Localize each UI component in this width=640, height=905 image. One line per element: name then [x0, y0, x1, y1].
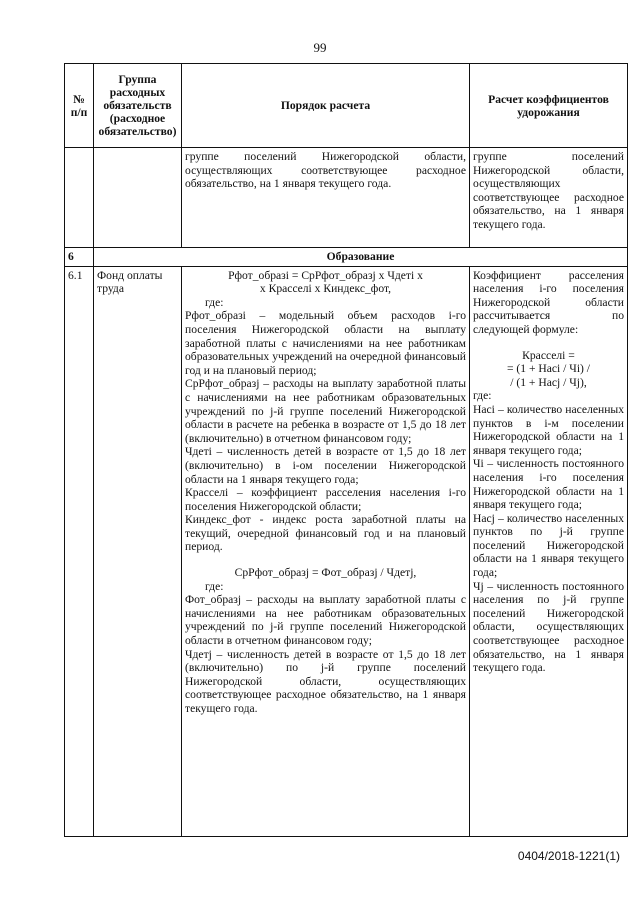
- header-coef: Расчет коэффициентов удорожания: [470, 64, 628, 148]
- row-group: Фонд оплаты труда: [94, 266, 182, 836]
- coef-definition: Насj – количество населенных пунктов по j-й группе поселений Нижегородской области на 1 января текущего года;: [473, 511, 624, 580]
- continuation-coef: группе поселений Нижегородской области, осуществляющих соответствующее расходное обязательство, на 1 января текущего года.: [470, 148, 628, 248]
- coef-definition: Чj – численность постоянного населения по j-й группе поселений Нижегородской области, осуществляющих соответствующее расходное обязательство, на 1 января текущего года.: [473, 579, 624, 675]
- where-label: где:: [205, 295, 224, 309]
- continuation-row: [65, 148, 628, 248]
- formula-2: СрРфот_образj = Фот_образj / Чдетj,: [234, 566, 417, 580]
- section-num: 6: [65, 248, 94, 267]
- where-label: где:: [473, 389, 492, 403]
- header-order: Порядок расчета: [182, 64, 470, 148]
- coef-formula-line-2: = (1 + Насi / Чi) /: [506, 362, 591, 376]
- row-num: 6.1: [65, 266, 94, 836]
- definition: Чдетi – численность детей в возрасте от 1,5 до 18 лет (включительно) в i-ом поселении Нижегородской области на 1 января текущего года;: [185, 445, 466, 486]
- definition: Крacселi – коэффициент расселения населения i-го поселения Нижегородской области;: [185, 486, 466, 513]
- coef-formula-line-3: / (1 + Насj / Чj),: [510, 375, 587, 389]
- header-row: [65, 64, 628, 148]
- formula-1-line-2: х Кpaccелi х Киндекс_фот,: [259, 282, 392, 296]
- coef-intro: Коэффициент расселения населения i-го поселения Нижегородской области рассчитывается по следующей формуле:: [473, 268, 624, 336]
- calculation-table: [64, 63, 628, 837]
- definition: Чдетj – численность детей в возрасте от 1,5 до 18 лет (включительно) по j-й группе поселений Нижегородской области, осуществляющих соответствующее расходное обязательство, на 1 января текущего года.: [185, 647, 466, 715]
- definition: Киндекс_фот - индекс роста заработной платы на текущий, очередной финансовый год и на плановый период.: [185, 513, 466, 554]
- table-row: [65, 266, 628, 836]
- continuation-order: группе поселений Нижегородской области, осуществляющих соответствующее расходное обязательство, на 1 января текущего года.: [182, 148, 470, 248]
- header-group: Группа расходных обязательств (расходное обязательство): [94, 64, 182, 148]
- formula-1-line-1: Рфот_образi = СрРфот_образj х Чдетi х: [228, 268, 423, 282]
- document-code: 0404/2018-1221(1): [517, 849, 620, 863]
- section-row: [65, 248, 628, 267]
- definition: СрРфот_образj – расходы на выплату заработной платы с начислениями на нее работникам образовательных учреждений по j-й группе поселений Нижегородской области в расчете на ребенка в возрасте от 1,5 до 18 лет (включительно) в отчетном финансовом году;: [185, 377, 466, 445]
- coef-definition: Насi – количество населенных пунктов в i-м поселении Нижегородской области на 1 января текущего года;: [473, 402, 624, 457]
- row-coef: [470, 266, 628, 836]
- page-number: 99: [313, 40, 327, 55]
- definition: Фот_образj – расходы на выплату заработной платы с начислениями на нее работникам образовательных учреждений по j-й группе поселений Нижегородской области в отчетном финансовом году;: [185, 593, 466, 648]
- row-order: [182, 266, 470, 836]
- where-label: где:: [205, 579, 224, 593]
- header-num: № п/п: [65, 64, 94, 148]
- definition: Рфот_образi – модельный объем расходов i-го поселения Нижегородской области на выплату заработной платы с начислениями на нее работникам образовательных учреждений на очередной финансовый год и на плановый период;: [185, 309, 466, 377]
- coef-definition: Чi – численность постоянного населения i-го поселения Нижегородской области на 1 января текущего года;: [473, 457, 624, 512]
- coef-formula-line-1: Крacселi =: [522, 348, 575, 362]
- section-title: Образование: [94, 248, 628, 267]
